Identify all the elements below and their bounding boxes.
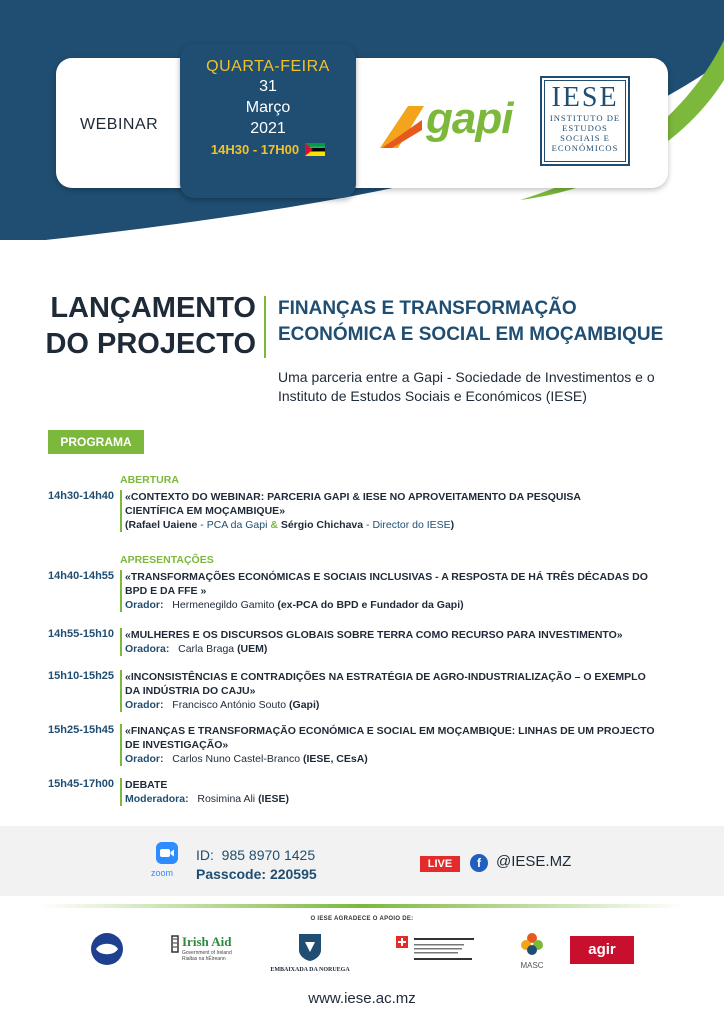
speaker-name: Sérgio Chichava: [277, 519, 364, 531]
schedule-divider: [120, 570, 122, 612]
speaker-name: Hermenegildo Gamito: [172, 599, 275, 611]
meeting-id-label: ID:: [196, 847, 214, 863]
paren-close: ): [450, 519, 455, 531]
launch-title-line: DO PROJECTO: [45, 328, 256, 360]
irish-aid-subtitle: Government of Ireland: [182, 950, 232, 956]
subtitle-line: Instituto de Estudos Sociais e Económicos (IESE): [278, 388, 587, 404]
speaker-name: (Rafael Uaiene: [125, 519, 198, 531]
schedule-divider: [120, 490, 122, 532]
schedule-time: 14h30-14h40: [48, 490, 115, 502]
irish-aid-logo: [182, 934, 232, 962]
section-presentations: APRESENTAÇÕES: [120, 554, 214, 566]
agir-logo: agir: [570, 936, 634, 964]
session-speakers: [125, 518, 685, 532]
session-title: «CONTEXTO DO WEBINAR: PARCERIA GAPI & IESE NO APROVEITAMENTO DA PESQUISA: [125, 491, 582, 503]
schedule-time: 14h40-14h55: [48, 570, 115, 582]
irish-aid-name: Irish Aid: [182, 934, 232, 949]
event-time: [180, 142, 356, 157]
passcode-label: Passcode:: [196, 866, 267, 882]
session-speaker: [125, 598, 685, 612]
swiss-flag-icon: [396, 936, 408, 948]
schedule-divider: [120, 670, 122, 712]
session-title: «INCONSISTÊNCIAS E CONTRADIÇÕES NA ESTRATÉGIA DE AGRO-INDUSTRIALIZAÇÃO – O EXEMPLO: [125, 671, 646, 683]
speaker-role: - Director do IESE: [363, 519, 451, 531]
masc-name: MASC: [520, 961, 544, 970]
live-badge: LIVE: [420, 856, 460, 872]
session-title: BPD E DA FFE »: [125, 585, 207, 597]
project-title-line: ECONÓMICA E SOCIAL EM MOÇAMBIQUE: [278, 324, 664, 345]
speaker-affiliation: (UEM): [237, 643, 268, 655]
norway-embassy-logo: [262, 932, 358, 973]
gapi-logo-text: gapi: [426, 94, 513, 143]
meeting-id-value: 985 8970 1425: [221, 847, 316, 863]
footer-divider: [40, 904, 684, 908]
session-title: «MULHERES E OS DISCURSOS GLOBAIS SOBRE TERRA COMO RECURSO PARA INVESTIMENTO»: [125, 629, 623, 641]
speaker-name: Carlos Nuno Castel-Branco: [172, 753, 301, 765]
iese-logo-title: IESE: [551, 82, 619, 113]
session-speaker: [125, 752, 685, 766]
speaker-affiliation: (IESE, CEsA): [303, 753, 368, 765]
partner-globe-logo-icon: [90, 932, 124, 966]
speaker-role-label: Orador:: [125, 599, 164, 611]
footer-connection-bar: [0, 826, 724, 896]
schedule-divider: [120, 628, 122, 656]
date-card: [180, 44, 356, 198]
schedule-time: 15h45-17h00: [48, 778, 115, 790]
zoom-credentials: [196, 846, 317, 884]
date-month: Março: [245, 99, 291, 116]
speaker-role: - PCA da Gapi: [197, 519, 271, 531]
header-banner: [0, 0, 724, 245]
schedule-divider: [120, 778, 122, 806]
session-title: DEBATE: [125, 779, 168, 791]
iese-logo-line: INSTITUTO DE: [549, 113, 621, 123]
launch-title: [40, 290, 256, 362]
weekday: QUARTA-FEIRA: [206, 58, 330, 75]
zoom-label: zoom: [151, 868, 174, 878]
session-speaker: [125, 642, 685, 656]
irish-aid-subtitle: Rialtas na hÉireann: [182, 956, 226, 962]
facebook-icon: f: [470, 854, 488, 872]
schedule-time: 14h55-15h10: [48, 628, 115, 640]
schedule-divider: [120, 724, 122, 766]
session-speaker: [125, 792, 685, 806]
project-title-line: FINANÇAS E TRANSFORMAÇÃO: [278, 298, 577, 319]
session-title: CIENTÍFICA EM MOÇAMBIQUE»: [125, 505, 286, 517]
speaker-role-label: Orador:: [125, 753, 164, 765]
website-url[interactable]: www.iese.ac.mz: [308, 990, 416, 1007]
partner-logos: [86, 932, 646, 984]
mozambique-flag-icon: [305, 143, 325, 156]
program-badge: PROGRAMA: [48, 430, 144, 454]
session-title: DE INVESTIGAÇÃO»: [125, 739, 229, 751]
session-title: «FINANÇAS E TRANSFORMAÇÃO ECONÓMICA E SOCIAL EM MOÇAMBIQUE: LINHAS DE UM PROJECTO: [125, 725, 655, 737]
masc-flower-icon: [519, 932, 545, 956]
social-handle: @IESE.MZ: [496, 853, 572, 870]
passcode-value: 220595: [269, 866, 317, 882]
speaker-role-label: Orador:: [125, 699, 164, 711]
speaker-name: Carla Braga: [178, 643, 235, 655]
zoom-camera-icon: [156, 842, 178, 864]
session-speaker: [125, 698, 685, 712]
time-range: 14H30 - 17H00: [210, 142, 300, 157]
schedule-time: 15h25-15h45: [48, 724, 115, 736]
iese-logo-line: SOCIAIS E: [560, 133, 610, 143]
session-title: DA INDÚSTRIA DO CAJU»: [125, 685, 256, 697]
speaker-role-label: Moderadora:: [125, 793, 189, 805]
title-divider: [264, 296, 266, 358]
subtitle-line: Uma parceria entre a Gapi - Sociedade de Investimentos e o: [278, 369, 655, 385]
speaker-affiliation: (ex-PCA do BPD e Fundador da Gapi): [277, 599, 464, 611]
schedule-time: 15h10-15h25: [48, 670, 115, 682]
partnership-subtitle: [278, 368, 698, 406]
norway-crest-icon: [297, 932, 323, 962]
harp-icon: [170, 934, 180, 954]
support-thanks: O IESE AGRADECE O APOIO DE:: [310, 916, 414, 922]
project-title: [278, 296, 698, 348]
iese-logo: [540, 76, 630, 166]
date-day: 31: [259, 78, 277, 95]
swiss-embassy-logo-icon: [414, 936, 484, 964]
date-year: 2021: [250, 120, 286, 137]
session-title: «TRANSFORMAÇÕES ECONÓMICAS E SOCIAIS INCLUSIVAS - A RESPOSTA DE HÁ TRÊS DÉCADAS DO: [125, 571, 648, 583]
iese-logo-line: ESTUDOS: [562, 123, 608, 133]
iese-logo-line: ECONÓMICOS: [551, 143, 619, 153]
ampersand: &: [270, 519, 278, 531]
speaker-affiliation: (IESE): [258, 793, 289, 805]
norway-embassy-name: EMBAIXADA DA NORUEGA: [270, 967, 350, 973]
footer: [0, 826, 724, 1024]
webinar-label: WEBINAR: [80, 116, 159, 133]
section-opening: ABERTURA: [120, 474, 179, 486]
speaker-name: Francisco António Souto: [172, 699, 287, 711]
masc-logo: [512, 932, 552, 970]
launch-title-line: LANÇAMENTO: [50, 292, 256, 324]
speaker-name: Rosimina Ali: [197, 793, 256, 805]
speaker-role-label: Oradora:: [125, 643, 170, 655]
speaker-affiliation: (Gapi): [289, 699, 320, 711]
